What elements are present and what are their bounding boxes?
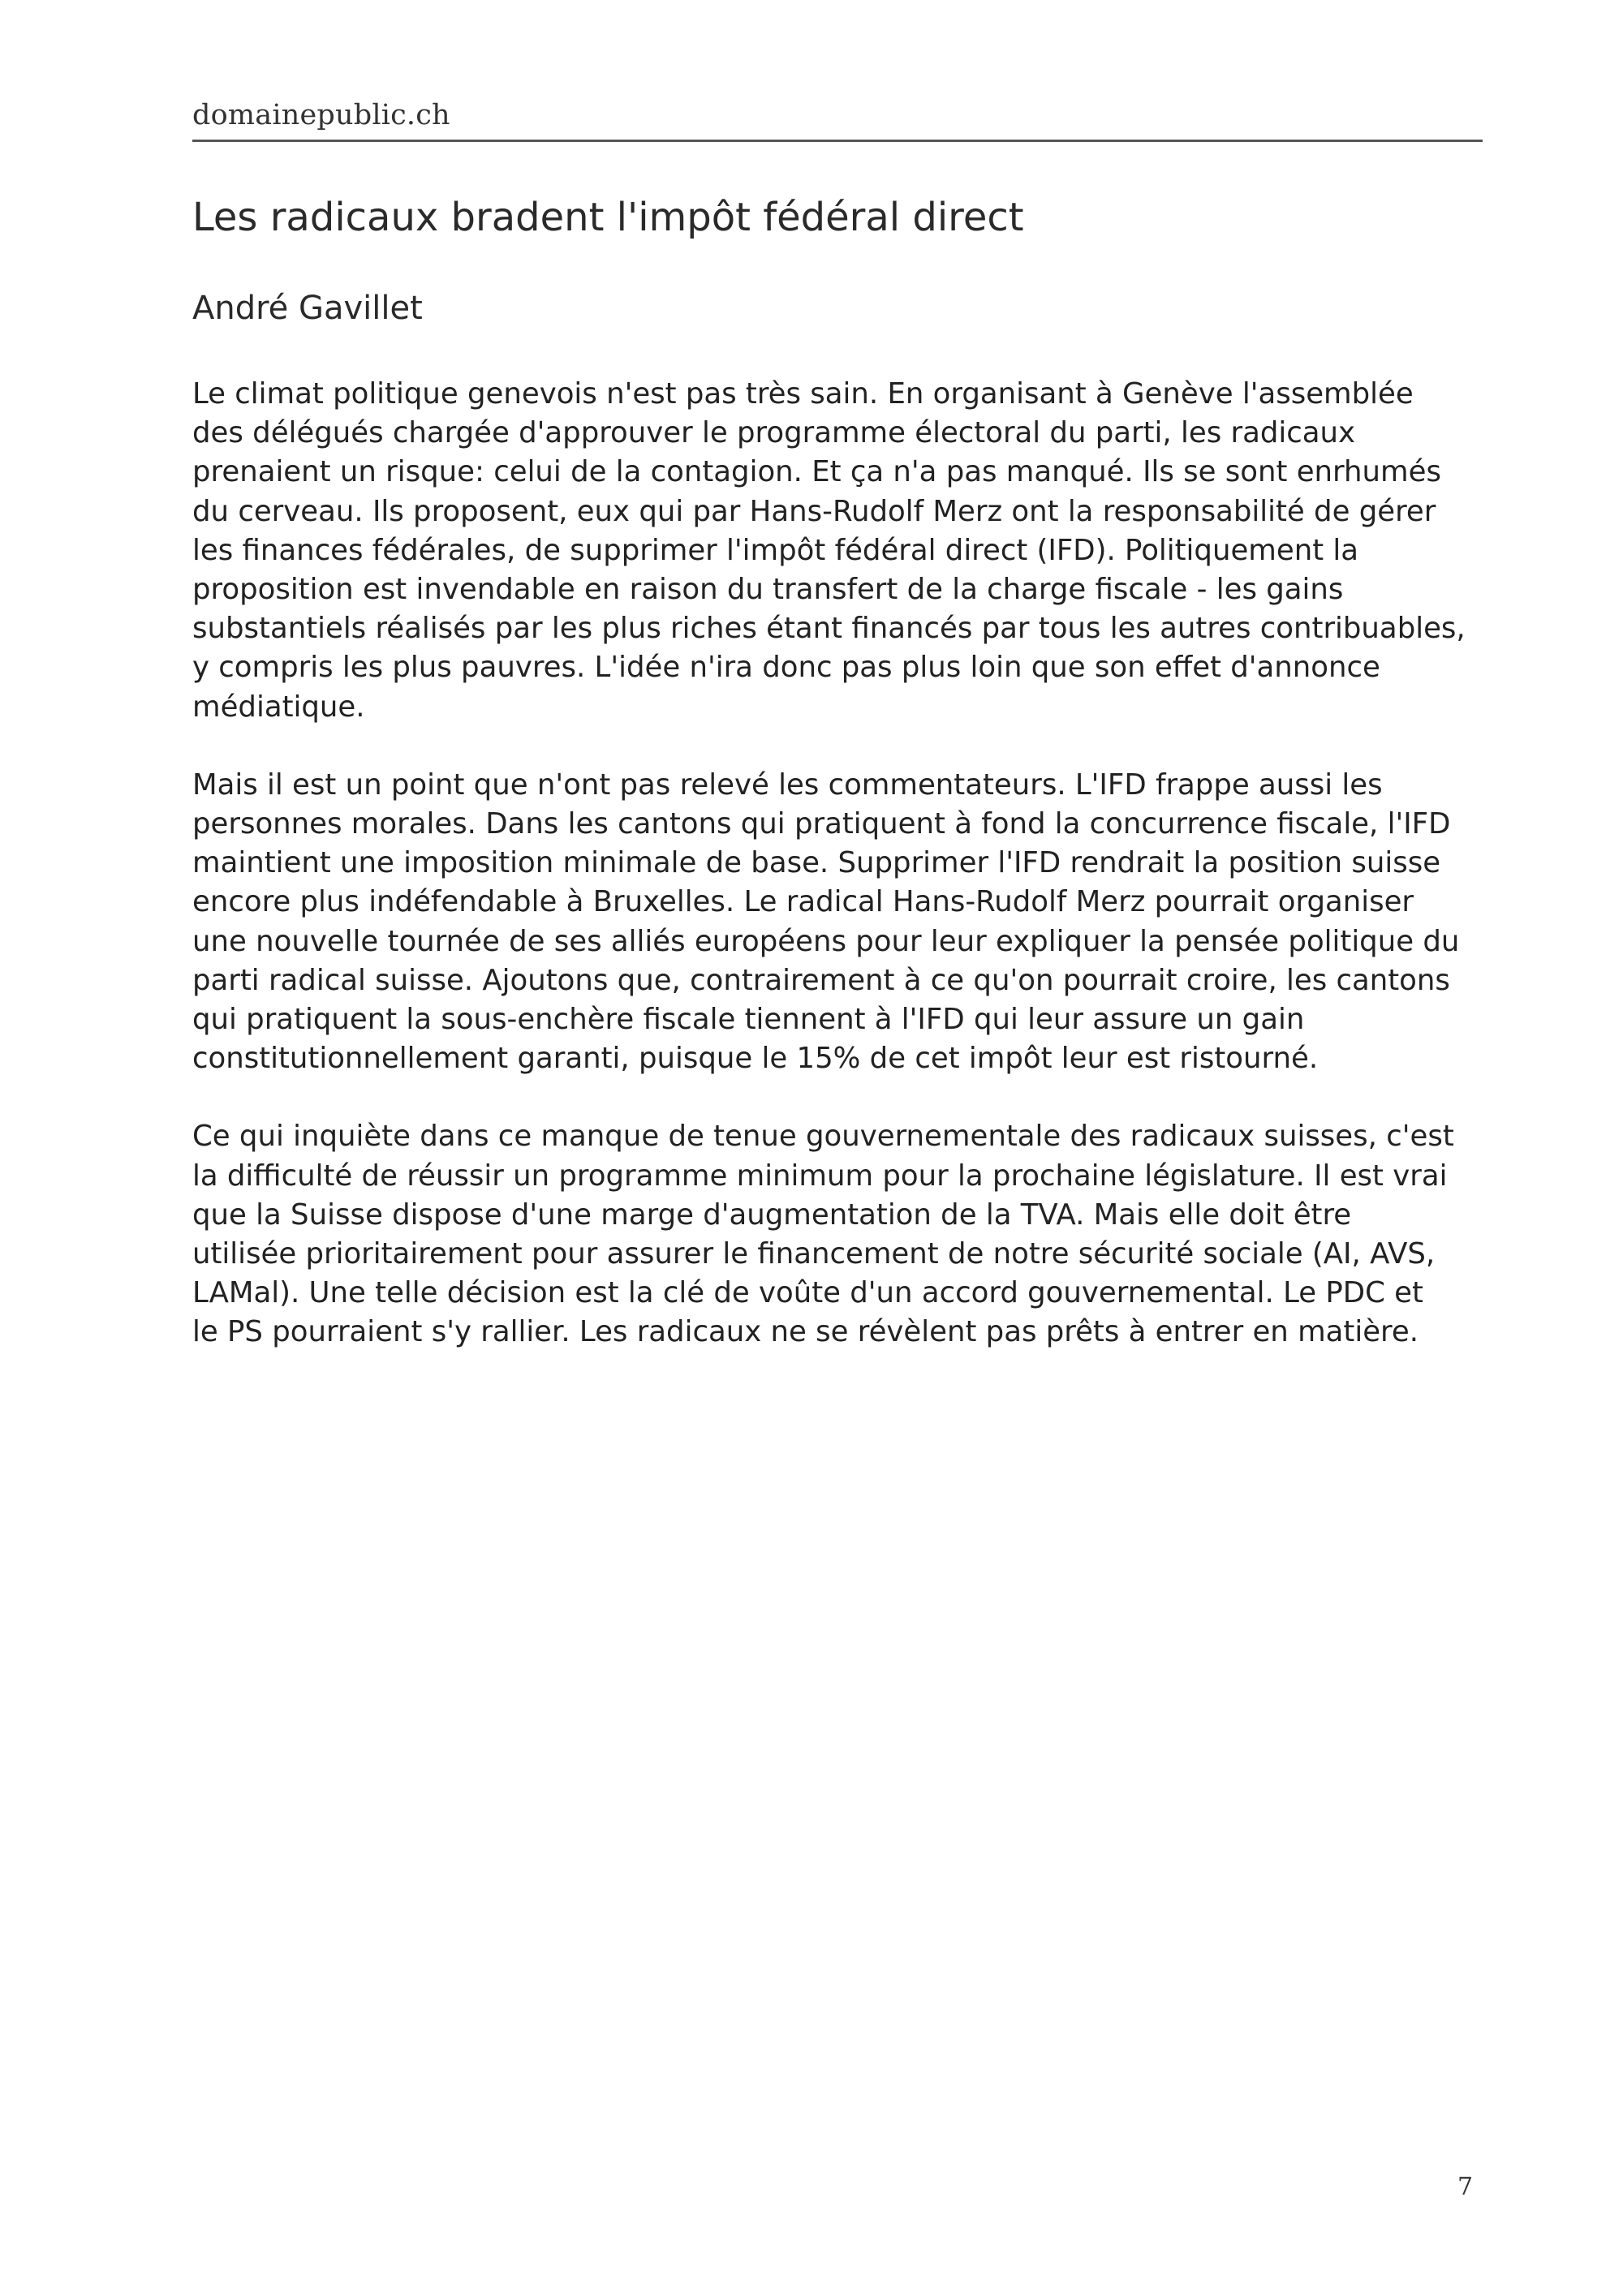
text-line: constitutionnellement garanti, puisque le 15% de cet impôt leur est ristourné. (192, 1042, 1319, 1076)
text-line: proposition est invendable en raison du transfert de la charge fiscale - les gains (192, 573, 1344, 607)
text-line: médiatique. (192, 690, 365, 724)
text-line: parti radical suisse. Ajoutons que, contrairement à ce qu'on pourrait croire, les cantons (192, 963, 1450, 997)
text-line: le PS pourraient s'y rallier. Les radicaux ne se révèlent pas prêts à entrer en matière. (192, 1315, 1419, 1349)
text-line: les finances fédérales, de supprimer l'impôt fédéral direct (IFD). Politiquement la (192, 533, 1359, 567)
text-line: une nouvelle tournée de ses alliés européens pour leur expliquer la pensée politique du (192, 924, 1460, 958)
text-line: encore plus indéfendable à Bruxelles. Le radical Hans-Rudolf Merz pourrait organiser (192, 885, 1414, 919)
text-line: Le climat politique genevois n'est pas très sain. En organisant à Genève l'assemblée (192, 377, 1414, 411)
page-number: 7 (1457, 2173, 1474, 2201)
text-line: LAMal). Une telle décision est la clé de voûte d'un accord gouvernemental. Le PDC et (192, 1276, 1423, 1310)
text-line: que la Suisse dispose d'une marge d'augmentation de la TVA. Mais elle doit être (192, 1197, 1352, 1232)
text-line: maintient une imposition minimale de base. Supprimer l'IFD rendrait la position suisse (192, 846, 1441, 880)
site-name: domainepublic.ch (192, 99, 450, 131)
text-line: utilisée prioritairement pour assurer le financement de notre sécurité sociale (AI, AVS, (192, 1237, 1436, 1271)
article-title: Les radicaux bradent l'impôt fédéral direct (192, 195, 1024, 240)
article-body (192, 375, 1483, 1391)
text-line: y compris les plus pauvres. L'idée n'ira donc pas plus loin que son effet d'annonce (192, 651, 1380, 685)
text-line: Mais il est un point que n'ont pas relevé les commentateurs. L'IFD frappe aussi les (192, 767, 1383, 802)
text-line: la difficulté de réussir un programme minimum pour la prochaine législature. Il est vrai (192, 1159, 1448, 1193)
text-line: des délégués chargée d'approuver le programme électoral du parti, les radicaux (192, 416, 1356, 450)
paragraph (192, 375, 1483, 727)
text-line: Ce qui inquiète dans ce manque de tenue gouvernementale des radicaux suisses, c'est (192, 1120, 1454, 1154)
text-line: personnes morales. Dans les cantons qui pratiquent à fond la concurrence fiscale, l'IFD (192, 807, 1451, 841)
article-author: André Gavillet (192, 290, 423, 327)
text-line: qui pratiquent la sous-enchère fiscale tiennent à l'IFD qui leur assure un gain (192, 1003, 1305, 1037)
paragraph (192, 1117, 1483, 1352)
text-line: du cerveau. Ils proposent, eux qui par Hans-Rudolf Merz ont la responsabilité de gérer (192, 494, 1436, 528)
paragraph (192, 766, 1483, 1079)
page-header (192, 96, 1483, 142)
text-line: prenaient un risque: celui de la contagion. Et ça n'a pas manqué. Ils se sont enrhumés (192, 455, 1441, 489)
text-line: substantiels réalisés par les plus riches étant financés par tous les autres contribuables, (192, 612, 1466, 646)
